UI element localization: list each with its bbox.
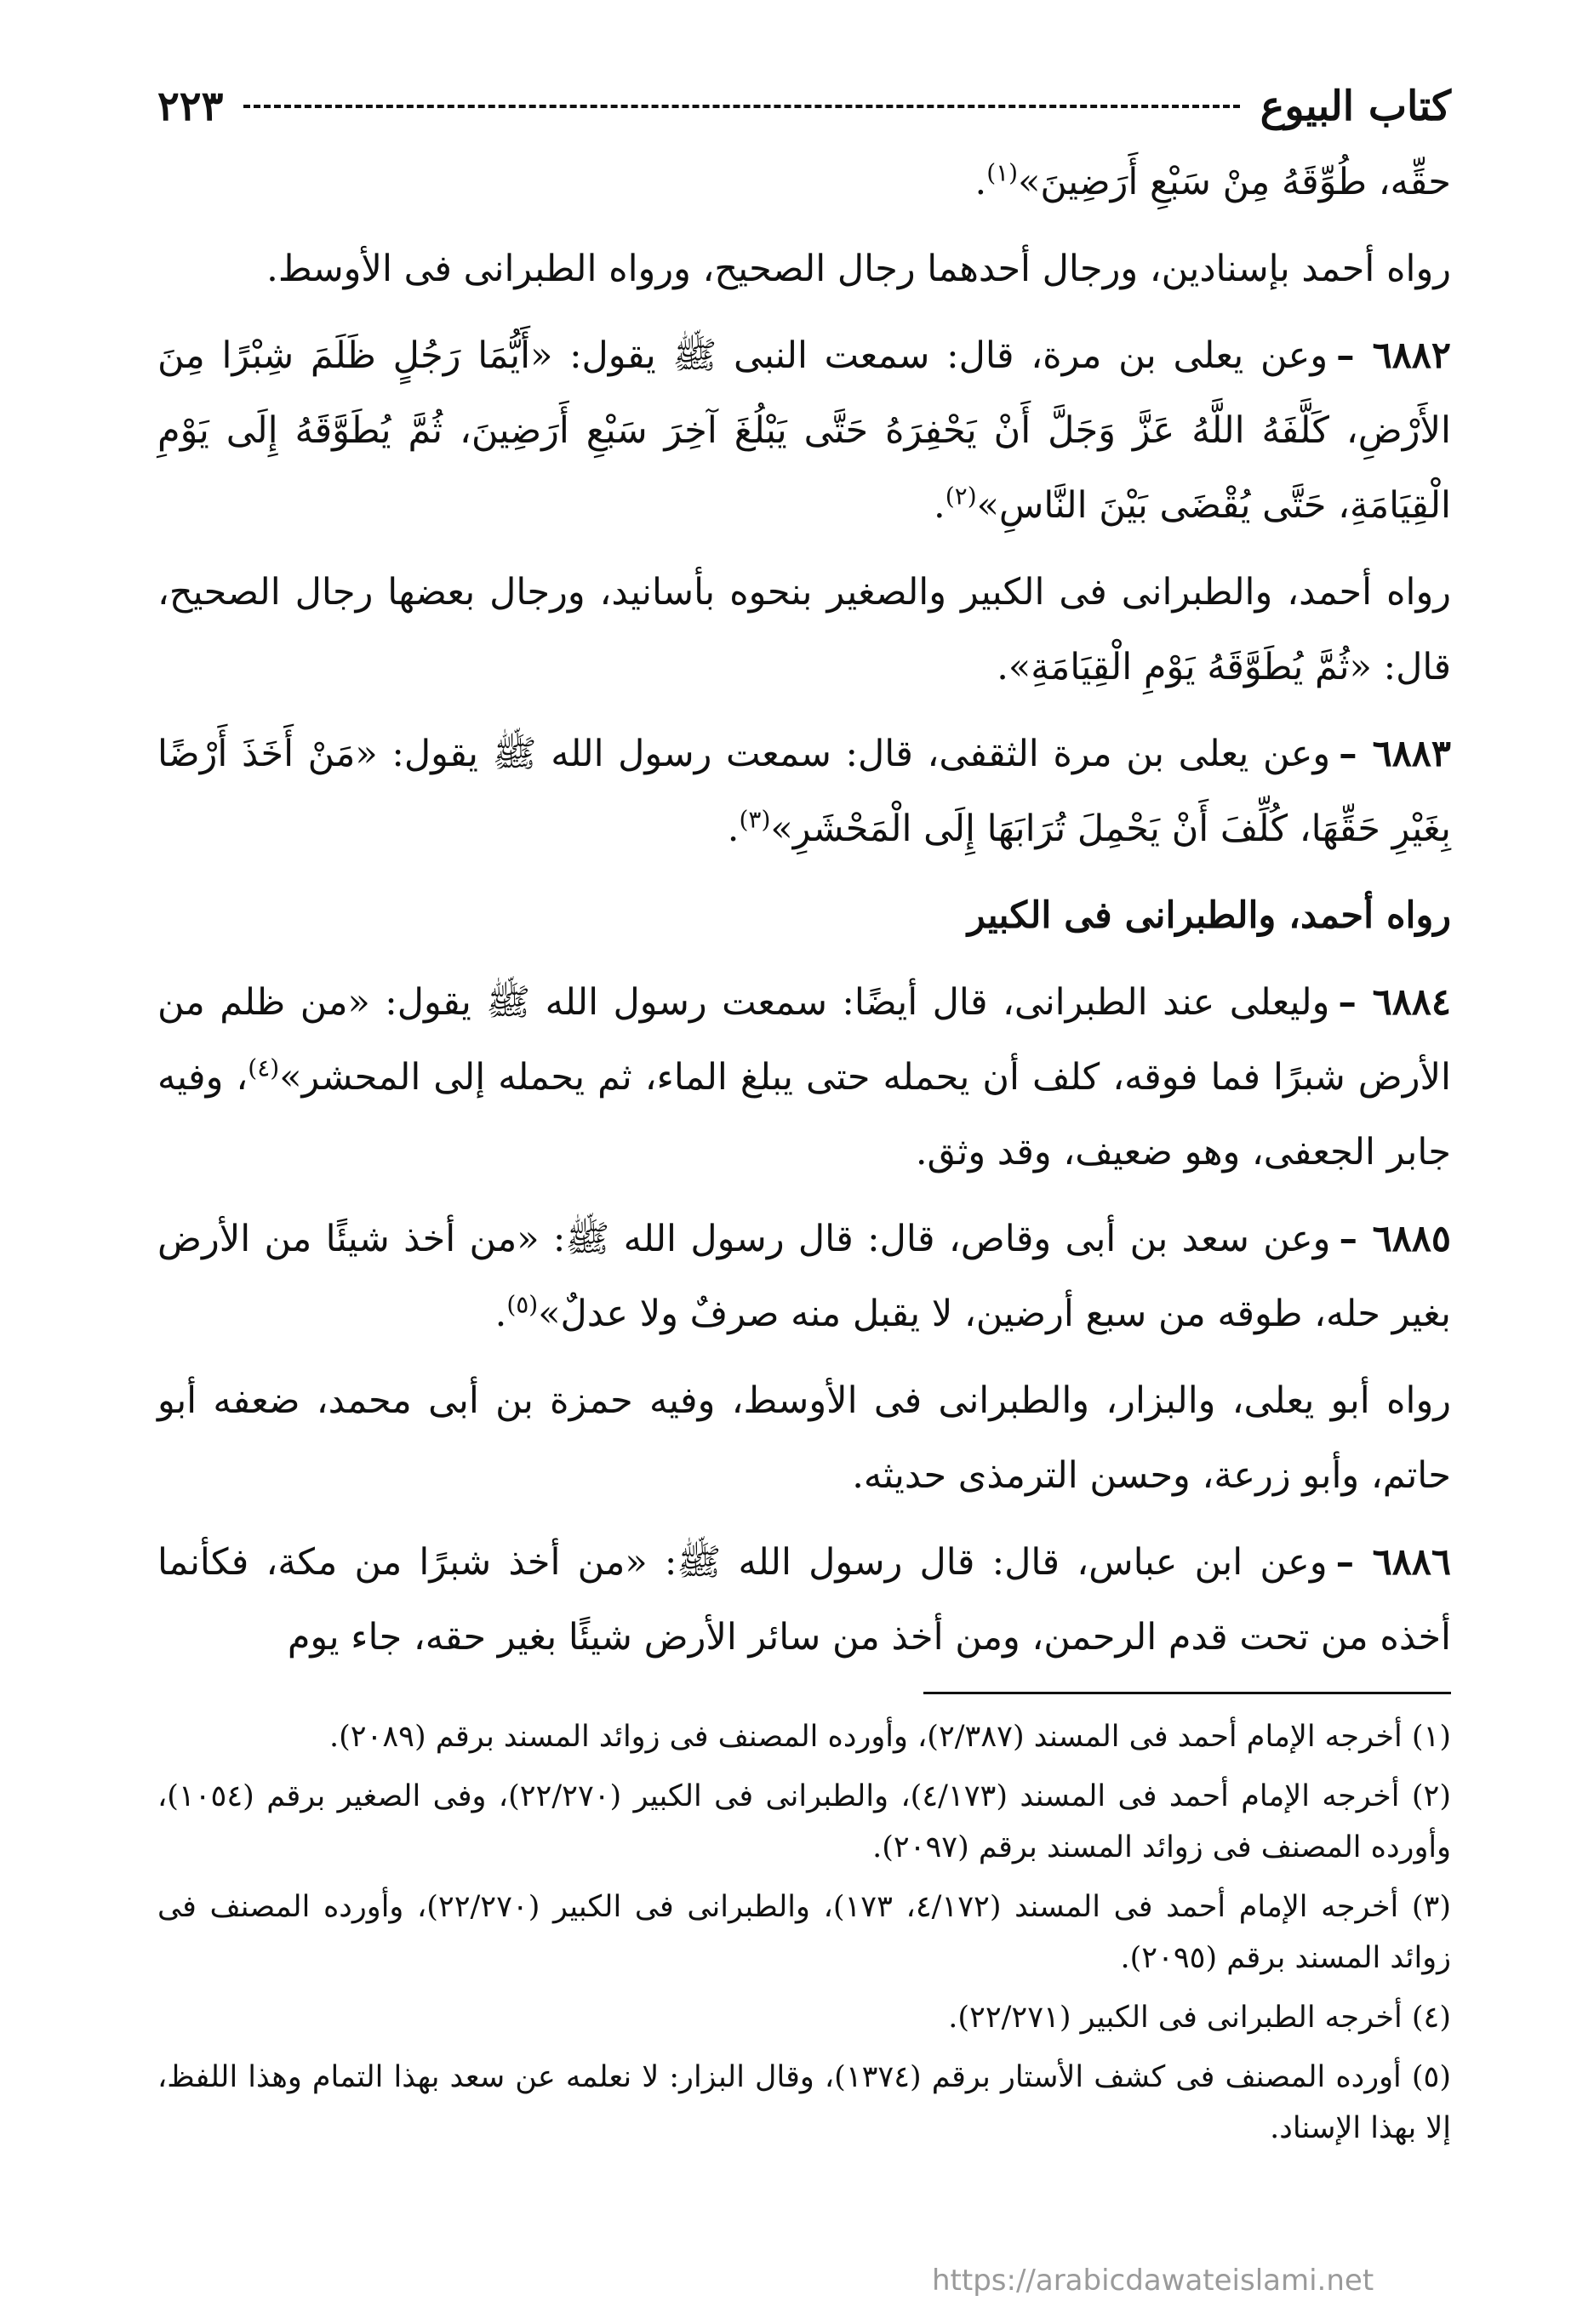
footnote-ref-5[interactable]: (٥) [506,1290,539,1319]
hadith-6886: ٦٨٨٦ –وعن ابن عباس، قال: قال رسول الله ﷺ: «من أخذ شبرًا من مكة، فكأنما أخذه من تحت قدم الرحمن، ومن أخذ من سائر الأرض شيئًا بغير حقه، جاء يوم [157,1541,1451,1659]
footnote-3: (٣) أخرجه الإمام أحمد فى المسند (٤/١٧٢، ١٧٣)، والطبرانى فى الكبير (٢٢/٢٧٠)، وأورده المصنف فى زوائد المسند برقم (٢٠٩٥). [157,1890,1451,1975]
footnote-5: (٥) أورده المصنف فى كشف الأستار برقم (١٣٧٤)، وقال البزار: لا نعلمه عن سعد بهذا التمام وهذا اللفظ، إلا بهذا الإسناد. [157,2060,1451,2145]
chapter-title: كتاب البيوع [1260,83,1451,130]
footnote-ref-2[interactable]: (٢) [945,482,977,511]
footnote-ref-4[interactable]: (٤) [248,1054,280,1082]
takhrij-paragraph: رواه أحمد، والطبرانى فى الكبير والصغير بنحوه بأسانيد، ورجال بعضها رجال الصحيح، قال: «ثُمَّ يُطَوَّقَهُ يَوْمِ الْقِيَامَةِ». [157,571,1451,688]
hadith-6885: ٦٨٨٥ –وعن سعد بن أبى وقاص، قال: قال رسول الله ﷺ: «من أخذ شيئًا من الأرض بغير حله، طوقه من سبع أرضين، لا يقبل منه صرفٌ ولا عدلٌ»$^{(٥)}$. [157,1218,1451,1335]
hadith-number: ٦٨٨٦ – [1335,1541,1451,1584]
hadith-6882: ٦٨٨٢ –وعن يعلى بن مرة، قال: سمعت النبى ﷺ يقول: «أَيُّمَا رَجُلٍ ظَلَمَ شِبْرًا مِنَ الأَرْضِ، كَلَّفَهُ اللَّهُ عَزَّ وَجَلَّ أَنْ يَحْفِرَهُ حَتَّى يَبْلُغَ آخِرَ سَبْعِ أَرَضِينَ، ثُمَّ يُطَوَّقَهُ إِلَى يَوْمِ الْقِيَامَةِ، حَتَّى يُقْضَى بَيْنَ النَّاسِ»$^{(٢)}$. [157,334,1451,527]
header-dashed-rule [243,105,1239,108]
footnote-2: (٢) أخرجه الإمام أحمد فى المسند (٤/١٧٣)، والطبرانى فى الكبير (٢٢/٢٧٠)، وفى الصغير برقم (١٠٥٤)، وأورده المصنف فى زوائد المسند برقم (٢٠٩٧). [157,1779,1451,1864]
footnotes [157,1711,1451,2154]
book-page [157,68,1451,2162]
footnote-4: (٤) أخرجه الطبرانى فى الكبير (٢٢/٢٧١). [948,2001,1451,2035]
hadith-number: ٦٨٨٥ – [1339,1218,1451,1260]
page-number: ٢٢٣ [157,83,224,130]
hadith-6883: ٦٨٨٣ –وعن يعلى بن مرة الثقفى، قال: سمعت رسول الله ﷺ يقول: «مَنْ أَخَذَ أَرْضًا بِغَيْرِ حَقِّهَا، كُلِّفَ أَنْ يَحْمِلَ تُرَابَهَا إِلَى الْمَحْشَرِ»$^{(٣)}$. [157,733,1451,850]
footnote-divider [923,1692,1451,1694]
takhrij-paragraph: رواه أبو يعلى، والبزار، والطبرانى فى الأوسط، وفيه حمزة بن أبى محمد، ضعفه أبو حاتم، وأبو زرعة، وحسن الترمذى حديثه. [157,1379,1451,1497]
running-header [157,68,1451,145]
takhrij-paragraph: رواه أحمد بإسنادين، ورجال أحدهما رجال الصحيح، ورواه الطبرانى فى الأوسط. [266,248,1451,290]
watermark-url: https://arabicdawateislami.net [932,2264,1374,2298]
hadith-6884: ٦٨٨٤ –وليعلى عند الطبرانى، قال أيضًا: سمعت رسول الله ﷺ يقول: «من ظلم من الأرض شبرًا فما فوقه، كلف أن يحمله حتى يبلغ الماء، ثم يحمله إلى المحشر»$^{(٤)}$، وفيه جابر الجعفى، وهو ضعيف، وقد وثق. [157,981,1452,1173]
footnote-ref-3[interactable]: (٣) [739,805,771,834]
takhrij-paragraph: رواه أحمد، والطبرانى فى الكبير [967,894,1451,937]
footnote-ref-1[interactable]: (١) [986,158,1019,187]
footnote-1: (١) أخرجه الإمام أحمد فى المسند (٢/٣٨٧)، وأورده المصنف فى زوائد المسند برقم (٢٠٨٩). [329,1720,1451,1754]
hadith-continuation: حقِّه، طُوِّقَهُ مِنْ سَبْعِ أَرَضِينَ»$^{(١)}$. [974,158,1451,203]
hadith-number: ٦٨٨٤ – [1338,981,1451,1024]
main-text [157,145,1451,1675]
hadith-number: ٦٨٨٣ – [1339,733,1451,775]
hadith-number: ٦٨٨٢ – [1336,334,1451,377]
